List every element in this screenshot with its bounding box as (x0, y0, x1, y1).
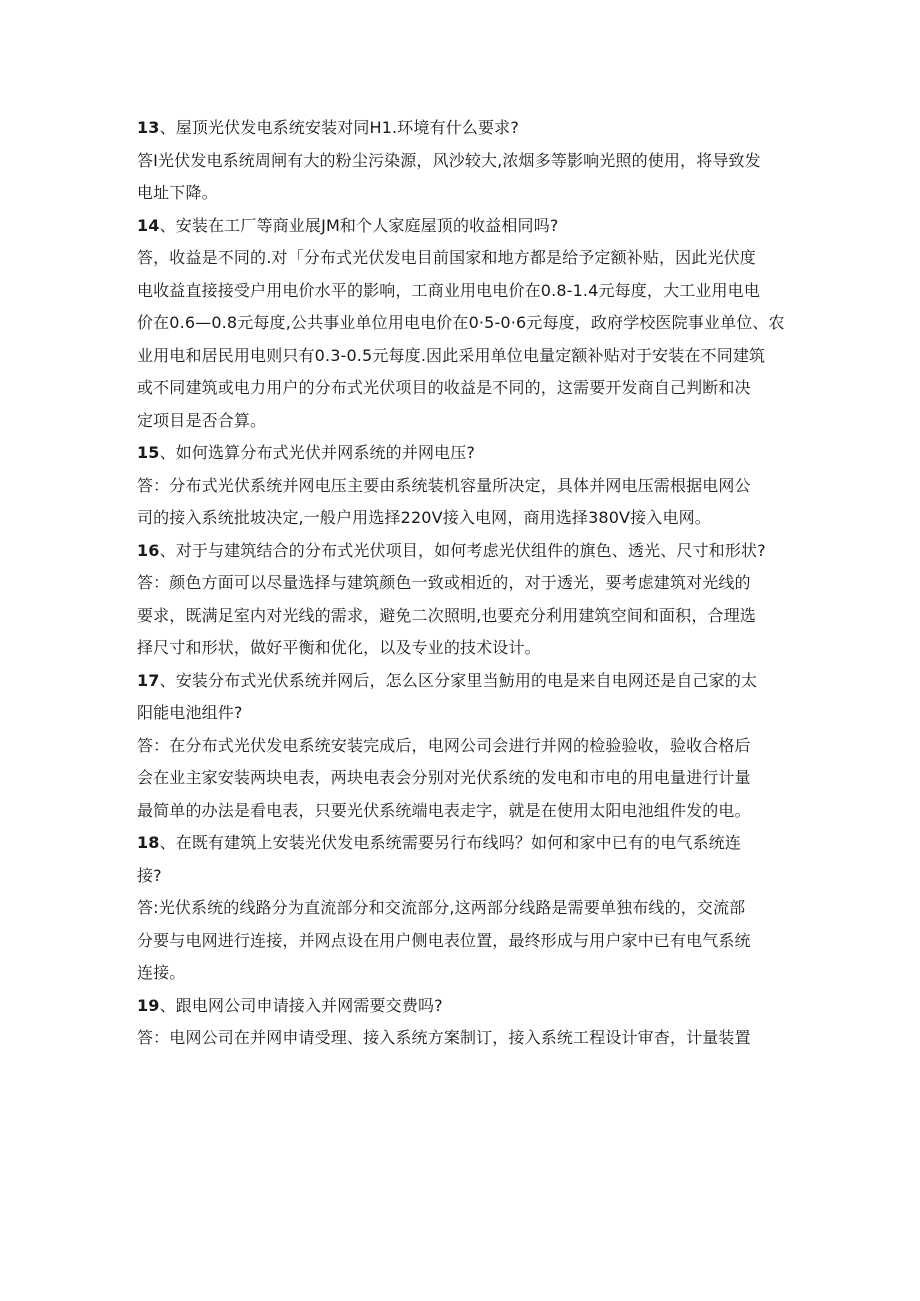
answer-line: 答：颜色方面可以尽量选择与建筑颜色一致或相近的，对于透光，要考虑建筑对光线的 (137, 573, 751, 592)
answer-line: 择尺寸和形状，做好平衡和优化，以及专业的技术设计。 (137, 638, 541, 657)
answer-line: 司的接入系统批坡决定,一般户用选择220V接入电网，商用选择380V接入电网。 (137, 508, 711, 527)
question-text: 、安装分布式光伏系统并网后，怎么区分家里当魴用的电是来自电网还是自己家的太 (159, 670, 758, 690)
answer-line: 答：在分布式光伏发电系统安装完成后，电网公司会进行并网的检验验收，验收合格后 (137, 735, 751, 755)
answer-line: 电址下降。 (137, 183, 218, 202)
question-number: 16 (137, 540, 160, 560)
question-text: 、屋顶光伏发电系统安装对同H1.环境有什么要求? (159, 118, 519, 137)
answer-line: 价在0.6—0.8元每度,公共事业单位用电电价在0·5-0·6元每度，政府学校医院事业单位、农 (137, 313, 785, 332)
question-number: 17 (137, 670, 160, 690)
answer-line: 答：电网公司在并网申请受理、接入系统方案制订，接入系统工程设计审杳，计量装置 (137, 1028, 751, 1047)
question-19 (137, 990, 787, 1023)
document-body (137, 112, 787, 1055)
answer-line: 定项目是否合算。 (137, 410, 267, 430)
question-number: 13 (137, 118, 160, 137)
question-18 (137, 827, 787, 860)
answer-line: 最简单的办法是看电表，只要光伏系统端电表走字，就是在使用太阳电池组件发的电。 (137, 800, 751, 820)
answer-line: 答，收益是不同的.对「分布式光伏发电目前国家和地方都是给予定额补贴，因此光伏度 (137, 248, 756, 267)
answer-line: 答：分布式光伏系统并网电压主要由系统装机容量所决定，具体并网电压需根据电网公 (137, 475, 751, 495)
answer-line: 业用电和居民用电则只有0.3-0.5元每度.因此采用单位电量定额补贴对于安装在不同建筑 (137, 345, 766, 365)
question-text: 、对于与建筑结合的分布式光伏项目，如何考虑光伏组件的旗色、透光、尺寸和形状? (159, 540, 766, 560)
answer-line: 答:光伏系统的线路分为直流部分和交流部分,这两部分线路是需要单独布线的，交流部 (137, 898, 746, 917)
answer-line: 或不同建筑或电力用户的分布式光伏项目的收益是不同的，这需要开发商自己判断和决 (137, 378, 751, 397)
question-continuation: 阳能电池组件? (137, 703, 243, 722)
question-text: 、安装在工厂等商业展JM和个人家庭屋顶的收益相同吗? (159, 215, 559, 235)
answer-line: 答I光伏发电系统周闸有大的粉尘污染源，风沙较大,浓烟多等影响光照的使用，将导致发 (137, 150, 761, 170)
question-text: 、在既有建筑上安装光伏发电系统需要另行布线吗？如何和家中已有的电气系统连 (159, 833, 741, 852)
question-number: 14 (137, 215, 160, 235)
question-17 (137, 665, 787, 698)
question-number: 19 (137, 995, 160, 1015)
answer-line: 连接。 (137, 963, 186, 982)
question-16 (137, 535, 787, 568)
answer-line: 分要与电网进行连接，并网点设在用户侧电表位置，最终形成与用户家中已有电气系统 (137, 930, 751, 950)
question-text: 、跟电网公司申请接入并网需要交费吗? (159, 995, 443, 1015)
question-13 (137, 112, 787, 145)
answer-line: 要求，既满足室内对光线的需求，避免二次照明,也要充分利用建筑空间和面积，合理选 (137, 605, 756, 625)
question-14 (137, 210, 787, 243)
answer-line: 电收益直接接受户用电价水平的影响，工商业用电电价在0.8-1.4元每度，大工业用电电 (137, 280, 760, 300)
question-number: 15 (137, 443, 160, 462)
question-15 (137, 437, 787, 470)
question-text: 、如何选算分布式光伏并网系统的并网电压? (159, 443, 476, 462)
question-number: 18 (137, 833, 160, 852)
question-continuation: 接? (137, 865, 162, 885)
answer-line: 会在业主家安装两块电表，两块电表会分别对光伏系统的发电和市电的用电量进行计量 (137, 768, 751, 787)
